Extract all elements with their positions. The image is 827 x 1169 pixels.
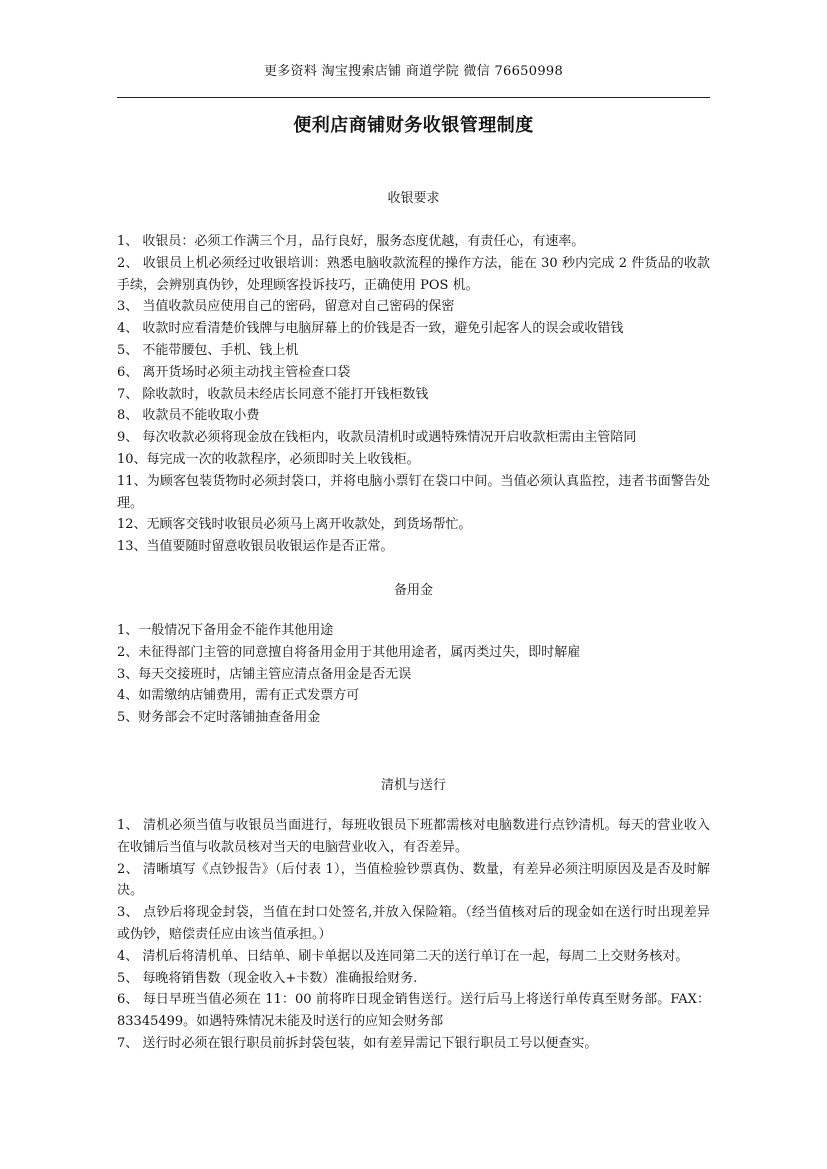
cashier-requirements-list <box>117 231 710 558</box>
list-item: 4、 清机后将清机单、日结单、刷卡单据以及连同第二天的送行单订在一起，每周二上交财务核对。 <box>117 948 689 964</box>
section-heading-cashier-requirements: 收银要求 <box>387 191 440 206</box>
list-item: 3、每天交接班时，店铺主管应清点备用金是否无误 <box>117 666 412 682</box>
list-item: 3、 点钞后将现金封袋，当值在封口处签名,并放入保险箱。（经当值核对后的现金如在送行时出现差异或伪钞，赔偿责任应由该当值承担。） <box>117 905 710 942</box>
page-header: 更多资料 淘宝搜索店铺 商道学院 微信 76650998 <box>263 64 564 79</box>
document-title: 便利店商铺财务收银管理制度 <box>293 115 534 136</box>
list-item: 12、无顾客交钱时收银员必须马上离开收款处，到货场帮忙。 <box>117 517 472 533</box>
list-item: 10、每完成一次的收款程序，必须即时关上收钱柜。 <box>117 451 420 467</box>
list-item: 2、 收银员上机必须经过收银培训：熟悉电脑收款流程的操作方法，能在 30 秒内完成 2 件货品的收款手续，会辨别真伪钞，处理顾客投诉技巧，正确使用 POS 机。 <box>117 255 710 293</box>
list-item: 6、 每日早班当值必须在 11：00 前将昨日现金销售送行。送行后马上将送行单传真至财务部。FAX：83345499。如遇特殊情况未能及时送行的应知会财务部 <box>117 992 710 1030</box>
list-item: 3、 当值收款员应使用自己的密码，留意对自己密码的保密 <box>117 299 455 315</box>
list-item: 7、 送行时必须在银行职员前拆封袋包装，如有差异需记下银行职员工号以便查实。 <box>117 1035 598 1051</box>
list-item: 11、为顾客包装货物时必须封袋口，并将电脑小票钉在袋口中间。当值必须认真监控，违者书面警告处理。 <box>117 473 710 511</box>
list-item: 5、 每晚将销售数（现金收入+卡数）准确报给财务. <box>117 970 418 986</box>
list-item: 8、 收款员不能收取小费 <box>117 408 260 424</box>
list-item: 6、 离开货场时必须主动找主管检查口袋 <box>117 364 351 380</box>
list-item: 5、 不能带腰包、手机、钱上机 <box>117 342 299 358</box>
list-item: 1、 清机必须当值与收银员当面进行，每班收银员下班都需核对电脑数进行点钞清机。每天的营业收入在收铺后当值与收款员核对当天的电脑营业收入，有否差异。 <box>117 818 710 855</box>
list-item: 1、 收银员：必须工作满三个月，品行良好，服务态度优越，有责任心，有速率。 <box>117 234 585 249</box>
list-item: 7、 除收款时，收款员未经店长同意不能打开钱柜数钱 <box>117 386 429 402</box>
list-item: 2、未征得部门主管的同意擅自将备用金用于其他用途者，属丙类过失，即时解雇 <box>117 644 581 660</box>
cash-out-deposit-list <box>117 815 710 1055</box>
petty-cash-list <box>117 620 710 729</box>
list-item: 13、当值要随时留意收银员收银运作是否正常。 <box>117 539 394 555</box>
list-item: 5、财务部会不定时落铺抽查备用金 <box>117 710 321 726</box>
section-heading-cash-out-and-deposit: 清机与送行 <box>380 778 446 793</box>
list-item: 4、 收款时应看清楚价钱牌与电脑屏幕上的价钱是否一致，避免引起客人的误会或收错钱 <box>117 321 624 337</box>
section-heading-petty-cash: 备用金 <box>393 583 433 598</box>
list-item: 9、 每次收款必须将现金放在钱柜内，收款员清机时或遇特殊情况开启收款柜需由主管陪同 <box>117 430 637 446</box>
list-item: 4、如需缴纳店铺费用，需有正式发票方可 <box>117 688 360 704</box>
list-item: 1、一般情况下备用金不能作其他用途 <box>117 623 334 638</box>
header-divider <box>117 97 710 98</box>
list-item: 2、 清晰填写《点钞报告》（后付表 1），当值检验钞票真伪、数量，有差异必须注明原因及是否及时解决。 <box>117 861 710 899</box>
